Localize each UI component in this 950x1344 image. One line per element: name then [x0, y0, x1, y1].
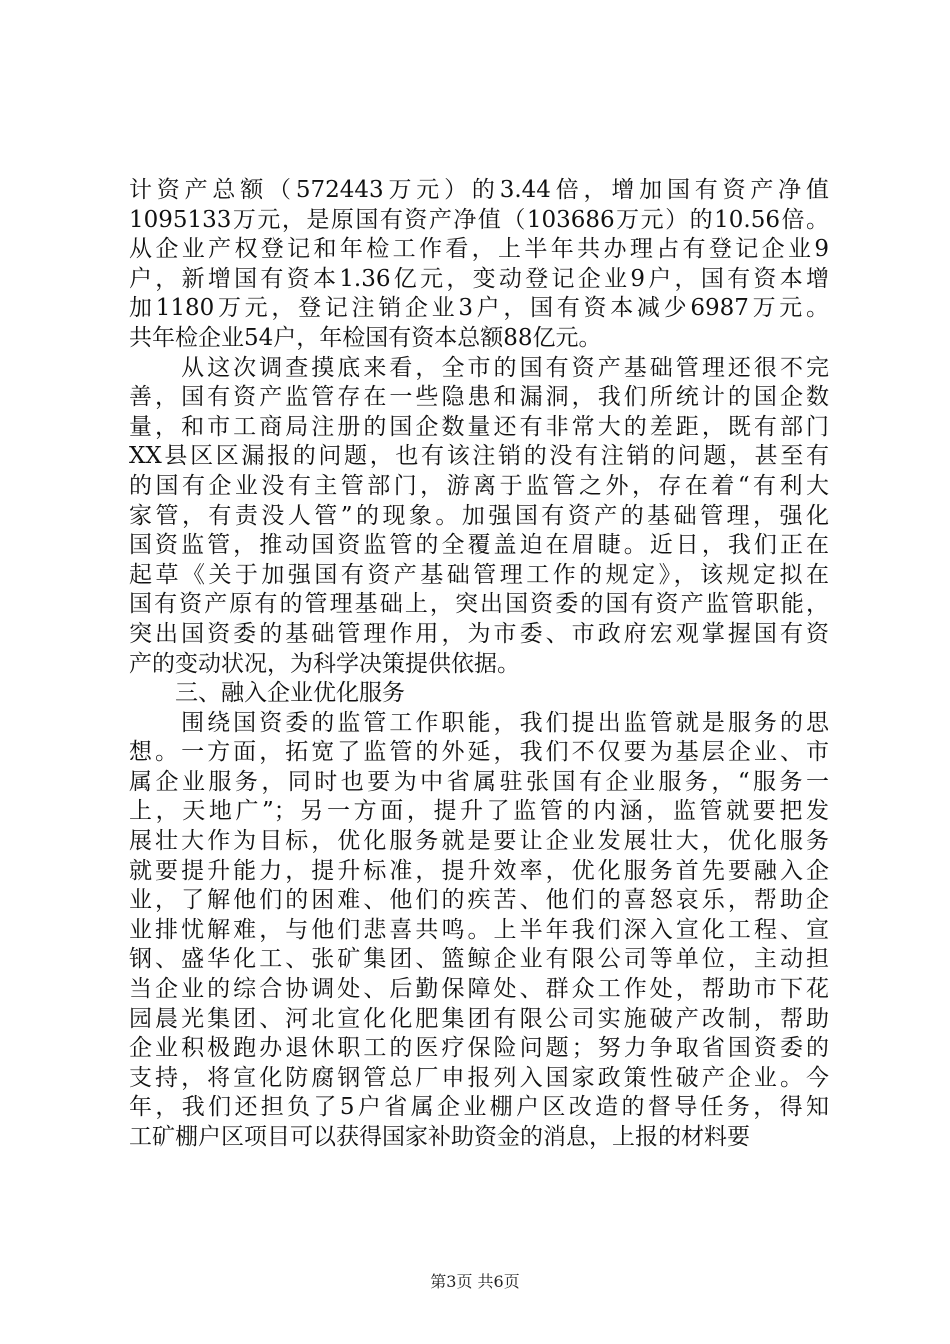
- text-line: 属企业服务，同时也要为中省属驻张国有企业服务，“服务一: [129, 768, 829, 795]
- text-line: 就要提升能力，提升标准，提升效率，优化服务首先要融入企: [129, 857, 829, 884]
- text-line: 突出国资委的基础管理作用，为市委、市政府宏观掌握国有资: [129, 620, 829, 647]
- text-line: 从企业产权登记和年检工作看，上半年共办理占有登记企业9: [129, 236, 829, 263]
- text-line: 共年检企业54户，年检国有资本总额88亿元。: [129, 324, 602, 351]
- text-line: 企业积极跑办退休职工的医疗保险问题；努力争取省国资委的: [129, 1035, 829, 1062]
- text-line: 工矿棚户区项目可以获得国家补助资金的消息，上报的材料要: [129, 1124, 750, 1150]
- text-line: 国有资产原有的管理基础上，突出国资委的国有资产监管职能，: [129, 591, 829, 618]
- text-line: 户，新增国有资本1.36亿元，变动登记企业9户，国有资本增: [129, 265, 829, 292]
- text-line: 围绕国资委的监管工作职能，我们提出监管就是服务的思: [129, 709, 829, 736]
- body-text: [129, 176, 829, 1153]
- text-line: 三、融入企业优化服务: [129, 680, 405, 707]
- text-line: 善，国有资产监管存在一些隐患和漏洞，我们所统计的国企数: [129, 384, 829, 411]
- text-line: 从这次调查摸底来看，全市的国有资产基础管理还很不完: [129, 354, 829, 381]
- text-line: XX县区区漏报的问题，也有该注销的没有注销的问题，甚至有: [129, 443, 829, 470]
- text-line: 产的变动状况，为科学决策提供依据。: [129, 650, 520, 677]
- text-line: 年，我们还担负了5户省属企业棚户区改造的督导任务，得知: [129, 1094, 829, 1121]
- text-line: 计资产总额（572443万元）的3.44倍，增加国有资产净值: [129, 177, 829, 203]
- text-line: 园晨光集团、河北宣化化肥集团有限公司实施破产改制，帮助: [129, 1005, 829, 1032]
- text-line: 家管，有责没人管”的现象。加强国有资产的基础管理，强化: [129, 502, 829, 529]
- text-line: 量，和市工商局注册的国企数量还有非常大的差距，既有部门: [129, 413, 829, 440]
- text-line: 支持，将宣化防腐钢管总厂申报列入国家政策性破产企业。今: [129, 1064, 829, 1091]
- text-line: 钢、盛华化工、张矿集团、篮鲸企业有限公司等单位，主动担: [129, 946, 829, 973]
- text-line: 的国有企业没有主管部门，游离于监管之外，存在着“有利大: [129, 472, 829, 499]
- text-line: 业，了解他们的困难、他们的疾苦、他们的喜怒哀乐，帮助企: [129, 887, 829, 914]
- page-footer: 第3页 共6页: [430, 1272, 520, 1291]
- text-line: 当企业的综合协调处、后勤保障处、群众工作处，帮助市下花: [129, 976, 829, 1003]
- text-line: 起草《关于加强国有资产基础管理工作的规定》，该规定拟在: [129, 561, 829, 588]
- text-line: 加1180万元，登记注销企业3户，国有资本减少6987万元。: [129, 295, 829, 322]
- text-line: 展壮大作为目标，优化服务就是要让企业发展壮大，优化服务: [129, 828, 829, 855]
- text-line: 国资监管，推动国资监管的全覆盖迫在眉睫。近日，我们正在: [129, 532, 829, 559]
- text-line: 上，天地广”；另一方面，提升了监管的内涵，监管就要把发: [129, 798, 829, 825]
- text-line: 想。一方面，拓宽了监管的外延，我们不仅要为基层企业、市: [129, 739, 829, 766]
- text-line: 1095133万元，是原国有资产净值（103686万元）的10.56倍。: [129, 206, 829, 233]
- text-line: 业排忧解难，与他们悲喜共鸣。上半年我们深入宣化工程、宣: [129, 916, 829, 943]
